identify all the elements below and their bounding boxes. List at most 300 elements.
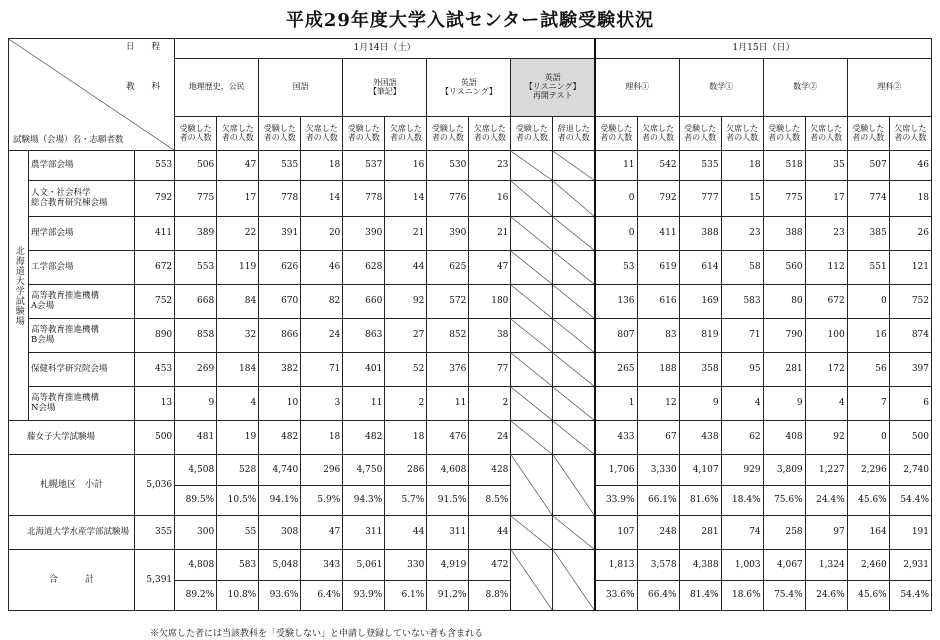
- value-cell: 866: [259, 319, 301, 353]
- percent-cell: 6.1%: [385, 581, 427, 611]
- percent-cell: 89.2%: [175, 581, 217, 611]
- value-cell: 18: [721, 151, 763, 181]
- value-cell: 47: [301, 516, 343, 550]
- value-cell: 188: [637, 353, 679, 387]
- percent-cell: 54.4%: [889, 486, 931, 516]
- retest-slash-cell: [511, 285, 553, 319]
- value-cell: 100: [805, 319, 847, 353]
- subject-science-2: 理科②: [847, 59, 931, 117]
- value-cell: 169: [679, 285, 721, 319]
- col-header-absent: 欠席した 者の人数: [469, 117, 511, 151]
- value-cell: 14: [301, 181, 343, 217]
- subject-foreign-language: 外国語 【筆記】: [343, 59, 427, 117]
- value-cell: 269: [175, 353, 217, 387]
- value-cell: 388: [763, 217, 805, 251]
- value-cell: 11: [343, 387, 385, 421]
- col-header-taken: 受験した 者の人数: [763, 117, 805, 151]
- value-cell: 408: [763, 421, 805, 455]
- percent-cell: 94.1%: [259, 486, 301, 516]
- col-header-taken: 受験した 者の人数: [847, 117, 889, 151]
- value-cell: 52: [385, 353, 427, 387]
- group-label-hokudai: 北海道大学試験場: [9, 151, 29, 421]
- retest-slash-cell: [511, 151, 553, 181]
- value-cell: 11: [595, 151, 637, 181]
- value-cell: 482: [343, 421, 385, 455]
- value-cell: 3,809: [763, 455, 805, 486]
- value-cell: 775: [763, 181, 805, 217]
- subject-math-1: 数学①: [679, 59, 763, 117]
- value-cell: 0: [595, 181, 637, 217]
- value-cell: 583: [217, 550, 259, 581]
- value-cell: 2,740: [889, 455, 931, 486]
- value-cell: 80: [763, 285, 805, 319]
- schedule-label: 日 程: [126, 42, 161, 52]
- value-cell: 385: [847, 217, 889, 251]
- applicant-count: 752: [135, 285, 175, 319]
- table-row: [9, 251, 932, 285]
- value-cell: 62: [721, 421, 763, 455]
- value-cell: 18: [385, 421, 427, 455]
- value-cell: 296: [301, 455, 343, 486]
- retest-slash-cell: [511, 550, 553, 611]
- value-cell: 4,107: [679, 455, 721, 486]
- percent-cell: 6.4%: [301, 581, 343, 611]
- value-cell: 47: [469, 251, 511, 285]
- value-cell: 482: [259, 421, 301, 455]
- value-cell: 32: [217, 319, 259, 353]
- value-cell: 537: [343, 151, 385, 181]
- value-cell: 92: [385, 285, 427, 319]
- value-cell: 7: [847, 387, 889, 421]
- table-row: [9, 516, 932, 550]
- value-cell: 1,813: [595, 550, 637, 581]
- retest-slash-cell: [511, 516, 553, 550]
- applicant-count: 672: [135, 251, 175, 285]
- percent-cell: 89.5%: [175, 486, 217, 516]
- venue-name: 理学部会場: [29, 217, 135, 251]
- value-cell: 542: [637, 151, 679, 181]
- value-cell: 874: [889, 319, 931, 353]
- value-cell: 84: [217, 285, 259, 319]
- value-cell: 4,919: [427, 550, 469, 581]
- value-cell: 21: [385, 217, 427, 251]
- retest-slash-cell: [511, 217, 553, 251]
- value-cell: 24: [301, 319, 343, 353]
- retest-slash-cell: [553, 455, 595, 516]
- value-cell: 47: [217, 151, 259, 181]
- value-cell: 17: [217, 181, 259, 217]
- value-cell: 819: [679, 319, 721, 353]
- value-cell: 23: [721, 217, 763, 251]
- applicant-count: 792: [135, 181, 175, 217]
- value-cell: 553: [175, 251, 217, 285]
- value-cell: 668: [175, 285, 217, 319]
- value-cell: 672: [805, 285, 847, 319]
- percent-cell: 75.4%: [763, 581, 805, 611]
- value-cell: 358: [679, 353, 721, 387]
- retest-slash-cell: [553, 353, 595, 387]
- retest-slash-cell: [553, 285, 595, 319]
- value-cell: 12: [637, 387, 679, 421]
- value-cell: 390: [343, 217, 385, 251]
- applicant-count: 355: [135, 516, 175, 550]
- value-cell: 184: [217, 353, 259, 387]
- value-cell: 4: [217, 387, 259, 421]
- subject-english-listening: 英語 【リスニング】: [427, 59, 511, 117]
- value-cell: 2: [385, 387, 427, 421]
- value-cell: 83: [637, 319, 679, 353]
- value-cell: 119: [217, 251, 259, 285]
- col-header-taken: 受験した 者の人数: [595, 117, 637, 151]
- value-cell: 476: [427, 421, 469, 455]
- percent-cell: 54.4%: [889, 581, 931, 611]
- col-header-taken: 受験した 者の人数: [679, 117, 721, 151]
- value-cell: 281: [763, 353, 805, 387]
- value-cell: 71: [721, 319, 763, 353]
- value-cell: 308: [259, 516, 301, 550]
- value-cell: 281: [679, 516, 721, 550]
- value-cell: 248: [637, 516, 679, 550]
- value-cell: 58: [721, 251, 763, 285]
- corner-header: [9, 39, 175, 151]
- percent-cell: 5.9%: [301, 486, 343, 516]
- value-cell: 3,330: [637, 455, 679, 486]
- value-cell: 44: [385, 516, 427, 550]
- value-cell: 26: [889, 217, 931, 251]
- col-header-absent: 欠席した 者の人数: [889, 117, 931, 151]
- value-cell: 500: [889, 421, 931, 455]
- applicant-count: 411: [135, 217, 175, 251]
- value-cell: 74: [721, 516, 763, 550]
- percent-cell: 94.3%: [343, 486, 385, 516]
- value-cell: 428: [469, 455, 511, 486]
- applicant-count: 500: [135, 421, 175, 455]
- value-cell: 376: [427, 353, 469, 387]
- value-cell: 5,048: [259, 550, 301, 581]
- venue-label: 試験場（会場）名・志願者数: [13, 135, 124, 146]
- value-cell: 397: [889, 353, 931, 387]
- day1-header: 1月14日（土）: [175, 39, 595, 59]
- value-cell: 121: [889, 251, 931, 285]
- value-cell: 10: [259, 387, 301, 421]
- percent-cell: 18.6%: [721, 581, 763, 611]
- value-cell: 2: [469, 387, 511, 421]
- value-cell: 0: [847, 285, 889, 319]
- value-cell: 44: [385, 251, 427, 285]
- value-cell: 46: [301, 251, 343, 285]
- value-cell: 2,296: [847, 455, 889, 486]
- venue-name: 高等教育推進機構 B会場: [29, 319, 135, 353]
- table-row: [9, 455, 932, 486]
- percent-cell: 5.7%: [385, 486, 427, 516]
- value-cell: 53: [595, 251, 637, 285]
- table-row: [9, 550, 932, 581]
- value-cell: 1,324: [805, 550, 847, 581]
- value-cell: 507: [847, 151, 889, 181]
- value-cell: 614: [679, 251, 721, 285]
- col-header-withdrew: 辞退した 者の人数: [553, 117, 595, 151]
- value-cell: 9: [175, 387, 217, 421]
- subject-math-2: 数学②: [763, 59, 847, 117]
- percent-cell: 45.6%: [847, 486, 889, 516]
- col-header-taken: 受験した 者の人数: [343, 117, 385, 151]
- value-cell: 528: [217, 455, 259, 486]
- value-cell: 35: [805, 151, 847, 181]
- value-cell: 55: [217, 516, 259, 550]
- value-cell: 22: [217, 217, 259, 251]
- col-header-absent: 欠席した 者の人数: [805, 117, 847, 151]
- subject-listening-retest: 英語 【リスニング】 再開テスト: [511, 59, 595, 117]
- value-cell: 863: [343, 319, 385, 353]
- value-cell: 506: [175, 151, 217, 181]
- percent-cell: 45.6%: [847, 581, 889, 611]
- value-cell: 4,808: [175, 550, 217, 581]
- footnote: ※欠席した者には当該教科を「受験しない」と申請し登録していない者も含まれる: [150, 629, 484, 639]
- table-row: [9, 387, 932, 421]
- value-cell: 19: [217, 421, 259, 455]
- table-row: [9, 151, 932, 181]
- venue-name: 北海道大学水産学部試験場: [9, 516, 135, 550]
- venue-name: 工学部会場: [29, 251, 135, 285]
- percent-cell: 81.6%: [679, 486, 721, 516]
- value-cell: 82: [301, 285, 343, 319]
- col-header-absent: 欠席した 者の人数: [637, 117, 679, 151]
- percent-cell: 24.6%: [805, 581, 847, 611]
- percent-cell: 66.1%: [637, 486, 679, 516]
- value-cell: 1,003: [721, 550, 763, 581]
- value-cell: 6: [889, 387, 931, 421]
- value-cell: 92: [805, 421, 847, 455]
- value-cell: 660: [343, 285, 385, 319]
- subject-label: 教 科: [126, 82, 161, 92]
- subtotal-name: 札幌地区 小計: [9, 455, 135, 516]
- value-cell: 46: [889, 151, 931, 181]
- value-cell: 21: [469, 217, 511, 251]
- value-cell: 401: [343, 353, 385, 387]
- value-cell: 433: [595, 421, 637, 455]
- applicant-count: 5,391: [135, 550, 175, 611]
- value-cell: 0: [847, 421, 889, 455]
- value-cell: 481: [175, 421, 217, 455]
- table-row: [9, 217, 932, 251]
- value-cell: 778: [259, 181, 301, 217]
- subject-science-1: 理科①: [595, 59, 679, 117]
- value-cell: 1,227: [805, 455, 847, 486]
- value-cell: 97: [805, 516, 847, 550]
- retest-slash-cell: [511, 455, 553, 516]
- retest-slash-cell: [553, 251, 595, 285]
- subject-japanese: 国語: [259, 59, 343, 117]
- value-cell: 1: [595, 387, 637, 421]
- value-cell: 112: [805, 251, 847, 285]
- applicant-count: 553: [135, 151, 175, 181]
- value-cell: 438: [679, 421, 721, 455]
- percent-cell: 18.4%: [721, 486, 763, 516]
- value-cell: 77: [469, 353, 511, 387]
- percent-cell: 10.8%: [217, 581, 259, 611]
- value-cell: 530: [427, 151, 469, 181]
- value-cell: 164: [847, 516, 889, 550]
- value-cell: 20: [301, 217, 343, 251]
- value-cell: 619: [637, 251, 679, 285]
- value-cell: 311: [427, 516, 469, 550]
- percent-cell: 93.6%: [259, 581, 301, 611]
- value-cell: 180: [469, 285, 511, 319]
- percent-cell: 91.2%: [427, 581, 469, 611]
- value-cell: 15: [721, 181, 763, 217]
- percent-cell: 91.5%: [427, 486, 469, 516]
- value-cell: 4,608: [427, 455, 469, 486]
- value-cell: 535: [259, 151, 301, 181]
- retest-slash-cell: [511, 181, 553, 217]
- retest-slash-cell: [511, 421, 553, 455]
- value-cell: 472: [469, 550, 511, 581]
- value-cell: 776: [427, 181, 469, 217]
- value-cell: 807: [595, 319, 637, 353]
- venue-name: 農学部会場: [29, 151, 135, 181]
- day2-header: 1月15日（日）: [595, 39, 932, 59]
- value-cell: 2,931: [889, 550, 931, 581]
- value-cell: 4,508: [175, 455, 217, 486]
- value-cell: 107: [595, 516, 637, 550]
- venue-name: 人文・社会科学 総合教育研究棟会場: [29, 181, 135, 217]
- col-header-absent: 欠席した 者の人数: [721, 117, 763, 151]
- value-cell: 3,578: [637, 550, 679, 581]
- value-cell: 0: [595, 217, 637, 251]
- applicant-count: 890: [135, 319, 175, 353]
- venue-name: 藤女子大学試験場: [9, 421, 135, 455]
- retest-slash-cell: [553, 319, 595, 353]
- page-title: 平成29年度大学入試センター試験受験状況: [285, 10, 655, 31]
- col-header-taken: 受験した 者の人数: [427, 117, 469, 151]
- venue-name: 高等教育推進機構 A会場: [29, 285, 135, 319]
- value-cell: 172: [805, 353, 847, 387]
- value-cell: 551: [847, 251, 889, 285]
- percent-cell: 10.5%: [217, 486, 259, 516]
- retest-slash-cell: [553, 181, 595, 217]
- value-cell: 95: [721, 353, 763, 387]
- value-cell: 9: [679, 387, 721, 421]
- value-cell: 752: [889, 285, 931, 319]
- value-cell: 24: [469, 421, 511, 455]
- value-cell: 774: [847, 181, 889, 217]
- applicant-count: 453: [135, 353, 175, 387]
- applicant-count: 13: [135, 387, 175, 421]
- value-cell: 616: [637, 285, 679, 319]
- value-cell: 9: [763, 387, 805, 421]
- value-cell: 388: [679, 217, 721, 251]
- value-cell: 625: [427, 251, 469, 285]
- value-cell: 191: [889, 516, 931, 550]
- value-cell: 518: [763, 151, 805, 181]
- value-cell: 389: [175, 217, 217, 251]
- value-cell: 792: [637, 181, 679, 217]
- value-cell: 330: [385, 550, 427, 581]
- value-cell: 16: [469, 181, 511, 217]
- value-cell: 777: [679, 181, 721, 217]
- retest-slash-cell: [511, 319, 553, 353]
- venue-name: 保健科学研究院会場: [29, 353, 135, 387]
- value-cell: 626: [259, 251, 301, 285]
- col-header-taken-retest: 受験した 者の人数: [511, 117, 553, 151]
- value-cell: 27: [385, 319, 427, 353]
- value-cell: 2,460: [847, 550, 889, 581]
- percent-cell: 8.5%: [469, 486, 511, 516]
- retest-slash-cell: [511, 353, 553, 387]
- value-cell: 136: [595, 285, 637, 319]
- venue-name: 高等教育推進機構 N会場: [29, 387, 135, 421]
- value-cell: 4,067: [763, 550, 805, 581]
- value-cell: 38: [469, 319, 511, 353]
- retest-slash-cell: [511, 251, 553, 285]
- value-cell: 790: [763, 319, 805, 353]
- value-cell: 18: [301, 151, 343, 181]
- value-cell: 286: [385, 455, 427, 486]
- value-cell: 411: [637, 217, 679, 251]
- value-cell: 343: [301, 550, 343, 581]
- col-header-absent: 欠席した 者の人数: [385, 117, 427, 151]
- value-cell: 56: [847, 353, 889, 387]
- value-cell: 4,750: [343, 455, 385, 486]
- value-cell: 560: [763, 251, 805, 285]
- value-cell: 535: [679, 151, 721, 181]
- col-header-absent: 欠席した 者の人数: [301, 117, 343, 151]
- retest-slash-cell: [553, 421, 595, 455]
- col-header-absent: 欠席した 者の人数: [217, 117, 259, 151]
- exam-status-table: [8, 38, 932, 611]
- table-row: [9, 421, 932, 455]
- value-cell: 670: [259, 285, 301, 319]
- table-row: [9, 319, 932, 353]
- percent-cell: 66.4%: [637, 581, 679, 611]
- retest-slash-cell: [553, 387, 595, 421]
- value-cell: 858: [175, 319, 217, 353]
- percent-cell: 33.9%: [595, 486, 637, 516]
- applicant-count: 5,036: [135, 455, 175, 516]
- subtotal-name: 合 計: [9, 550, 135, 611]
- retest-slash-cell: [553, 151, 595, 181]
- value-cell: 265: [595, 353, 637, 387]
- percent-cell: 93.9%: [343, 581, 385, 611]
- retest-slash-cell: [553, 516, 595, 550]
- value-cell: 4: [721, 387, 763, 421]
- value-cell: 311: [343, 516, 385, 550]
- percent-cell: 8.8%: [469, 581, 511, 611]
- value-cell: 17: [805, 181, 847, 217]
- retest-slash-cell: [553, 550, 595, 611]
- value-cell: 18: [301, 421, 343, 455]
- value-cell: 5,061: [343, 550, 385, 581]
- value-cell: 4: [805, 387, 847, 421]
- value-cell: 4,388: [679, 550, 721, 581]
- value-cell: 14: [385, 181, 427, 217]
- value-cell: 628: [343, 251, 385, 285]
- table-row: [9, 285, 932, 319]
- value-cell: 23: [805, 217, 847, 251]
- percent-cell: 33.6%: [595, 581, 637, 611]
- percent-cell: 24.4%: [805, 486, 847, 516]
- value-cell: 390: [427, 217, 469, 251]
- col-header-taken: 受験した 者の人数: [259, 117, 301, 151]
- value-cell: 300: [175, 516, 217, 550]
- value-cell: 16: [385, 151, 427, 181]
- value-cell: 11: [427, 387, 469, 421]
- table-row: [9, 353, 932, 387]
- col-header-taken: 受験した 者の人数: [175, 117, 217, 151]
- value-cell: 71: [301, 353, 343, 387]
- value-cell: 391: [259, 217, 301, 251]
- value-cell: 852: [427, 319, 469, 353]
